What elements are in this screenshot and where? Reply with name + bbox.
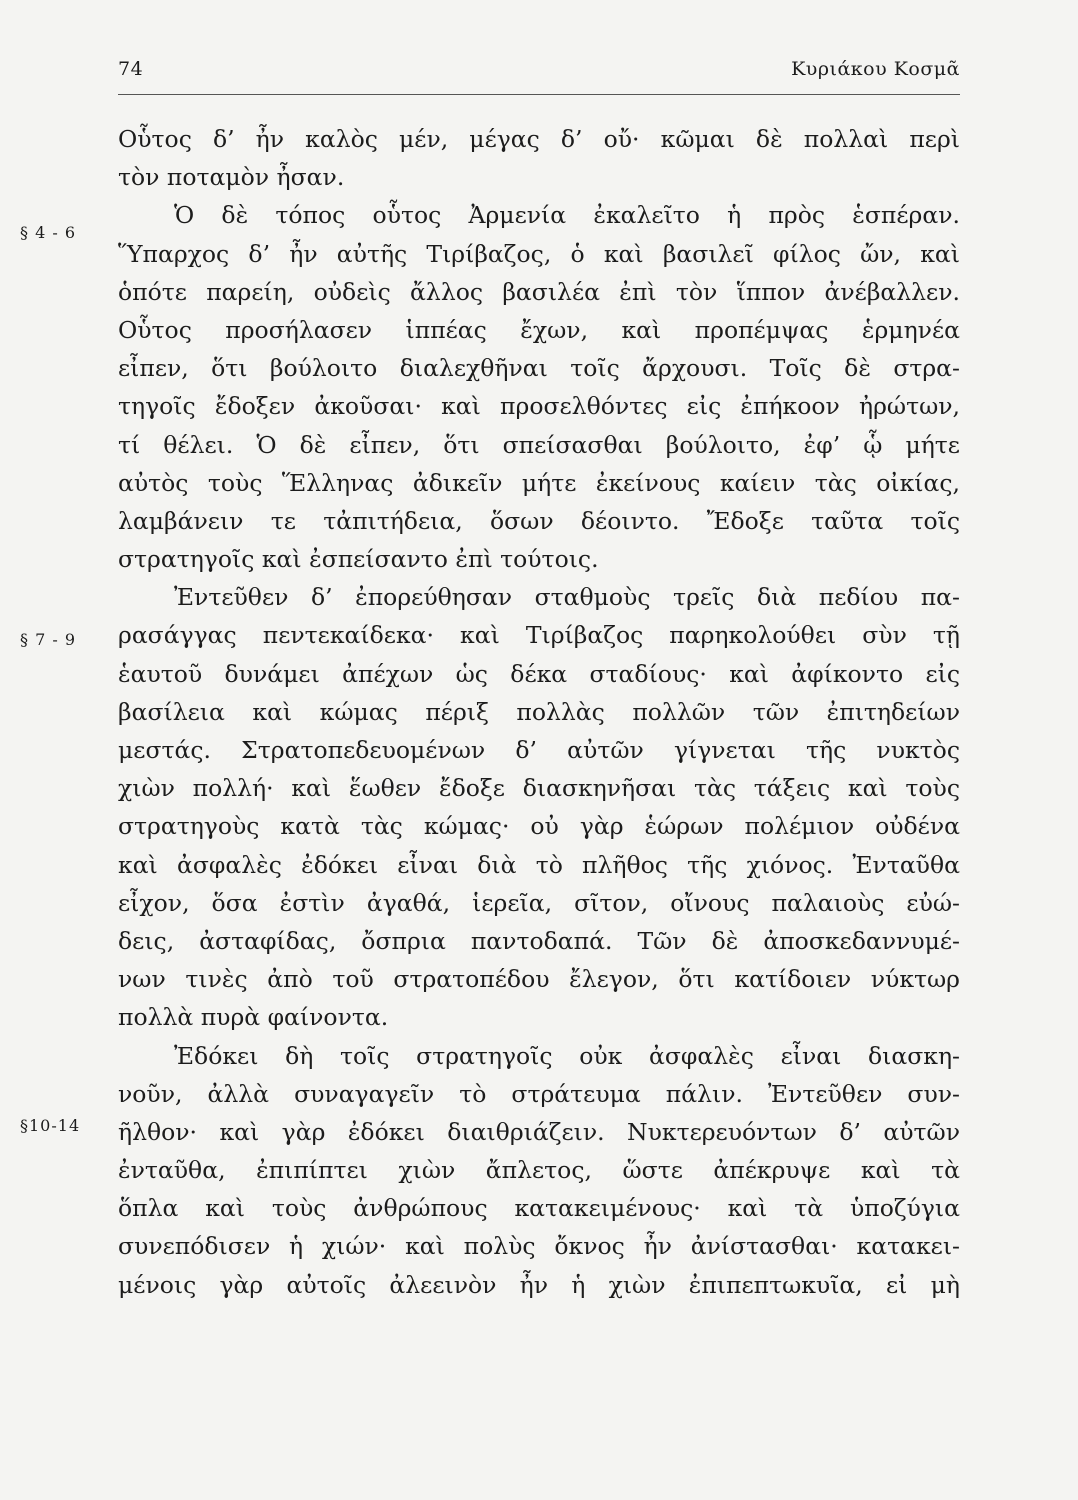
text-line: τὸν ποταμὸν ἦσαν. [118,163,345,192]
text-line: μεστάς. Στρατοπεδευομένων δ’ αὐτῶν γίγνεται τῆς νυκτὸς [118,736,960,764]
text-line: ρασάγγας πεντεκαίδεκα· καὶ Τιρίβαζος παρηκολούθει σὺν τῇ [118,621,960,650]
text-line: βασίλεια καὶ κώμας πέριξ πολλὰς πολλῶν τῶν ἐπιτηδείων [118,697,960,726]
text-line: χιὼν πολλή· καὶ ἕωθεν ἔδοξε διασκηνῆσαι τὰς τάξεις καὶ τοὺς [118,774,960,803]
text-line: στρατηγοῖς καὶ ἐσπείσαντο ἐπὶ τούτοις. [118,545,599,574]
marginal-note-section-4-6: § 4 - 6 [20,223,77,242]
text-line: ἐνταῦθα, ἐπιπίπτει χιὼν ἄπλετος, ὥστε ἀπέκρυψε καὶ τὰ [118,1156,960,1185]
header-rule [118,94,960,95]
text-line: νοῦν, ἀλλὰ συναγαγεῖν τὸ στράτευμα πάλιν. Ἐντεῦθεν συν- [118,1079,960,1108]
text-line: Οὗτος δ’ ἦν καλὸς μέν, μέγας δ’ οὔ· κῶμαι δὲ πολλαὶ περὶ [118,125,960,153]
text-line: ἑαυτοῦ δυνάμει ἀπέχων ὡς δέκα σταδίους· καὶ ἀφίκοντο εἰς [118,659,960,688]
text-line: στρατηγοὺς κατὰ τὰς κώμας· οὐ γὰρ ἑώρων πολέμιον οὐδένα [118,812,960,841]
text-line: Ὕπαρχος δ’ ἦν αὐτῆς Τιρίβαζος, ὁ καὶ βασιλεῖ φίλος ὤν, καὶ [118,239,960,268]
text-line: αὐτὸς τοὺς Ἕλληνας ἀδικεῖν μήτε ἐκείνους καίειν τὰς οἰκίας, [118,468,960,497]
text-line: νων τινὲς ἀπὸ τοῦ στρατοπέδου ἔλεγον, ὅτι κατίδοιεν νύκτωρ [118,965,960,994]
text-line: πολλὰ πυρὰ φαίνοντα. [118,1003,389,1032]
body-text [118,120,960,1304]
text-line: εἶχον, ὅσα ἐστὶν ἀγαθά, ἱερεῖα, σῖτον, οἴνους παλαιοὺς εὐώ- [118,888,960,917]
text-line: Οὗτος προσήλασεν ἱππέας ἔχων, καὶ προπέμψας ἑρμηνέα [118,315,960,344]
text-line: μένοις γὰρ αὐτοῖς ἀλεεινὸν ἦν ἡ χιὼν ἐπιπεπτωκυῖα, εἰ μὴ [118,1270,960,1299]
text-line: Ἐντεῦθεν δ’ ἐπορεύθησαν σταθμοὺς τρεῖς διὰ πεδίου πα- [174,583,960,612]
page-number: 74 [118,58,144,80]
text-line: τηγοῖς ἔδοξεν ἀκοῦσαι· καὶ προσελθόντες εἰς ἐπήκοον ἠρώτων, [118,392,960,421]
text-line: συνεπόδισεν ἡ χιών· καὶ πολὺς ὄκνος ἦν ἀνίστασθαι· κατακει- [118,1232,960,1261]
text-line: τί θέλει. Ὁ δὲ εἶπεν, ὅτι σπείσασθαι βούλοιτο, ἐφ’ ᾧ μήτε [118,430,960,459]
running-head: Κυριάκου Κοσμᾶ [791,58,960,80]
text-line: ῆλθον· καὶ γὰρ ἐδόκει διαιθριάζειν. Νυκτερευόντων δ’ αὐτῶν [118,1117,960,1146]
text-line: λαμβάνειν τε τἀπιτήδεια, ὅσων δέοιντο. Ἔδοξε ταῦτα τοῖς [118,506,960,535]
text-line: Ὁ δὲ τόπος οὗτος Ἀρμενία ἐκαλεῖτο ἡ πρὸς ἑσπέραν. [174,201,960,230]
text-line: εἶπεν, ὅτι βούλοιτο διαλεχθῆναι τοῖς ἄρχουσι. Τοῖς δὲ στρα- [118,354,960,383]
text-line: δεις, ἀσταφίδας, ὄσπρια παντοδαπά. Τῶν δὲ ἀποσκεδαννυμέ- [118,926,960,955]
page-header [118,58,960,90]
text-line: ὁπότε παρείη, οὐδεὶς ἄλλος βασιλέα ἐπὶ τὸν ἵππον ἀνέβαλλεν. [118,277,960,306]
text-line: καὶ ἀσφαλὲς ἐδόκει εἶναι διὰ τὸ πλῆθος τῆς χιόνος. Ἐνταῦθα [118,850,960,879]
text-line: Ἐδόκει δὴ τοῖς στρατηγοῖς οὐκ ἀσφαλὲς εἶναι διασκη- [174,1041,960,1070]
marginal-note-section-7-9: § 7 - 9 [20,630,77,649]
text-line: ὅπλα καὶ τοὺς ἀνθρώπους κατακειμένους· καὶ τὰ ὑποζύγια [118,1194,960,1223]
marginal-note-section-10-14: §10-14 [20,1116,81,1135]
